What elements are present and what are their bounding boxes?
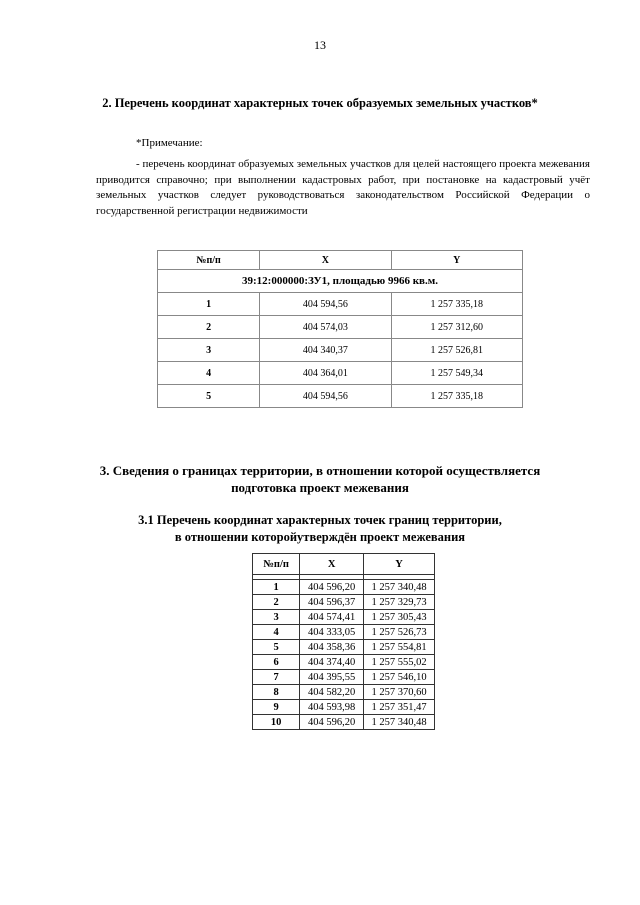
cell-y: 1 257 329,73 [364,595,435,610]
cell-number: 2 [158,316,260,339]
header-x: X [300,554,364,575]
table-row [253,580,435,595]
cell-number: 7 [253,670,300,685]
cell-y: 1 257 370,60 [364,685,435,700]
header-y: Y [364,554,435,575]
cell-x: 404 574,03 [260,316,391,339]
note-label: *Примечание: [136,137,203,149]
cell-y: 1 257 335,18 [391,293,522,316]
cell-x: 404 582,20 [300,685,364,700]
table-row [253,640,435,655]
cell-y: 1 257 340,48 [364,580,435,595]
territory-boundary-table [252,553,435,730]
table-row [253,670,435,685]
cell-number: 6 [253,655,300,670]
table-row [158,362,523,385]
cell-number: 2 [253,595,300,610]
table-row [253,625,435,640]
table-row [158,293,523,316]
cell-y: 1 257 526,73 [364,625,435,640]
cell-y: 1 257 312,60 [391,316,522,339]
header-x: X [260,251,391,270]
cell-y: 1 257 526,81 [391,339,522,362]
table-row [253,715,435,730]
cell-number: 5 [253,640,300,655]
cell-y: 1 257 555,02 [364,655,435,670]
note-text [96,157,590,219]
section-3-1-heading [0,512,640,546]
table-row [253,610,435,625]
cell-x: 404 374,40 [300,655,364,670]
table-header-row [158,251,523,270]
cell-number: 4 [158,362,260,385]
table-row [253,655,435,670]
cell-y: 1 257 546,10 [364,670,435,685]
cell-number: 8 [253,685,300,700]
cell-number: 5 [158,385,260,408]
header-y: Y [391,251,522,270]
cell-number: 4 [253,625,300,640]
cell-x: 404 594,56 [260,293,391,316]
cell-number: 1 [158,293,260,316]
cell-number: 1 [253,580,300,595]
section-3-heading [0,462,640,496]
cell-x: 404 340,37 [260,339,391,362]
header-number: №п/п [253,554,300,575]
cell-number: 3 [253,610,300,625]
parcel-coordinates-table [157,250,523,408]
cell-y: 1 257 351,47 [364,700,435,715]
cell-x: 404 358,36 [300,640,364,655]
cell-y: 1 257 549,34 [391,362,522,385]
table-row [253,685,435,700]
section-3-heading-line-2: подготовка проект межевания [231,480,409,495]
parcel-row [158,270,523,293]
table-row [158,316,523,339]
table-row [253,700,435,715]
cell-x: 404 596,37 [300,595,364,610]
section-3-1-heading-line-2: в отношении которойутверждён проект межевания [174,530,466,544]
cell-x: 404 395,55 [300,670,364,685]
cell-y: 1 257 335,18 [391,385,522,408]
table-row [253,595,435,610]
cell-y: 1 257 305,43 [364,610,435,625]
cell-x: 404 593,98 [300,700,364,715]
cell-number: 3 [158,339,260,362]
cell-x: 404 596,20 [300,715,364,730]
table-header-row [253,554,435,575]
table-row [158,385,523,408]
section-3-heading-line-1: 3. Сведения о границах территории, в отношении которой осуществляется [99,463,541,478]
section-3-1-heading-line-1: 3.1 Перечень координат характерных точек границ территории, [138,513,502,527]
cell-x: 404 333,05 [300,625,364,640]
parcel-title: 39:12:000000:ЗУ1, площадью 9966 кв.м. [158,270,523,293]
cell-number: 10 [253,715,300,730]
cell-y: 1 257 554,81 [364,640,435,655]
cell-number: 9 [253,700,300,715]
header-number: №п/п [158,251,260,270]
note-paragraph: - перечень координат образуемых земельных участков для целей настоящего проекта межевания приводится справочно; при выполнении кадастровых работ, при постановке на кадастровый учёт земельных участков следует руководствоваться законодательством Российской Федерации о государственной регистрации недвижимости [96,158,590,217]
table-row [158,339,523,362]
section-2-heading: 2. Перечень координат характерных точек образуемых земельных участков* [102,96,538,110]
cell-x: 404 364,01 [260,362,391,385]
cell-x: 404 594,56 [260,385,391,408]
cell-x: 404 574,41 [300,610,364,625]
page-number: 13 [314,38,326,52]
cell-x: 404 596,20 [300,580,364,595]
cell-y: 1 257 340,48 [364,715,435,730]
